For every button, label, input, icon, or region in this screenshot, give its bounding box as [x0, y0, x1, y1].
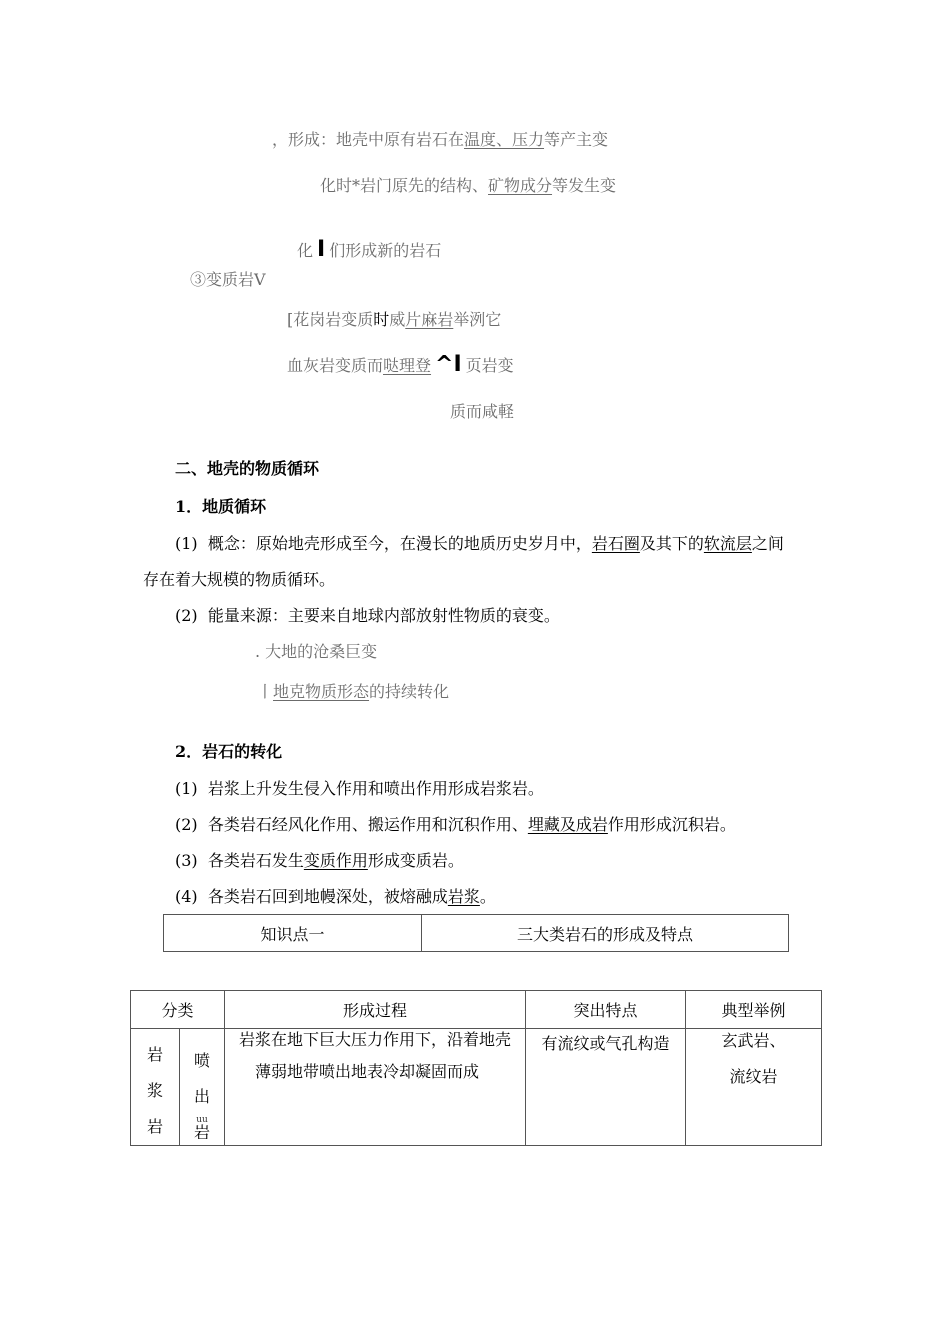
answer-underlined: 矿物成分	[488, 176, 553, 195]
significance-line-1: . 大地的沧桑巨变	[255, 642, 378, 661]
paragraph-concept-continued: 存在着大规模的物质循环。	[143, 570, 336, 589]
metamorphic-line-3	[297, 236, 441, 265]
char: 岩	[146, 1117, 163, 1136]
knowledge-point-label: 知识点一	[164, 915, 422, 952]
subheading-geologic-cycle	[175, 497, 266, 517]
text: ，形成：地壳中原有岩石在	[272, 130, 465, 149]
text: 各类岩石回到地幔深处，被熔融成	[207, 887, 448, 906]
transformation-item-2	[175, 815, 736, 835]
paragraph-energy-source	[175, 606, 560, 626]
significance-line-2	[257, 682, 449, 702]
knowledge-point-title: 三大类岩石的形成及特点	[422, 915, 789, 952]
text: 时	[373, 310, 390, 329]
item-number: (3)	[175, 851, 198, 870]
text: 2．岩石的转化	[175, 742, 283, 761]
example-text-1: 玄武岩、	[721, 1031, 786, 1050]
char: 浆	[146, 1081, 163, 1100]
answer-underlined: 软流层	[703, 534, 752, 553]
header-feature: 突出特点	[526, 991, 686, 1029]
text: 各类岩石经风化作用、搬运作用和沉积作用、	[207, 815, 528, 834]
item-number: (2)	[175, 606, 198, 625]
text: 之间	[751, 534, 784, 553]
text: 的持续转化	[369, 682, 450, 701]
text: 能量来源：主要来自地球内部放射性物质的衰变。	[207, 606, 560, 625]
process-text-1: 岩浆在地下巨大压力作用下，沿着地壳	[239, 1030, 512, 1049]
char: 出	[193, 1087, 210, 1106]
text: 等产主变	[544, 130, 609, 149]
answer-underlined: 地克物质形态	[273, 682, 370, 701]
transformation-item-1	[175, 779, 544, 799]
mark: uu	[196, 1115, 208, 1125]
item-number: (1)	[175, 779, 198, 798]
answer-underlined: 岩浆	[447, 887, 480, 906]
text: 化时*岩门原先的结构、	[320, 176, 489, 195]
metamorphic-example-2	[287, 352, 514, 379]
metamorphic-line-2	[320, 176, 616, 196]
text: 形成变质岩。	[367, 851, 464, 870]
char: 岩	[146, 1045, 163, 1064]
text: 作用形成沉积岩。	[607, 815, 736, 834]
feature-text: 有流纹或气孔构造	[541, 1034, 670, 1053]
answer-underlined: 埋藏及成岩	[527, 815, 608, 834]
transformation-item-3	[175, 851, 464, 871]
answer-underlined: 变质作用	[303, 851, 368, 870]
text: 。	[479, 887, 496, 906]
brace-mark: 丨	[257, 682, 274, 701]
text: 们形成新的岩石	[329, 241, 442, 260]
char: 喷	[193, 1051, 210, 1070]
item-number: (1)	[175, 534, 198, 553]
process-text-2: 薄弱地带喷出地表冷却凝固而成	[255, 1062, 480, 1081]
knowledge-point-box	[163, 914, 789, 952]
brace-mark: ^I	[435, 352, 462, 377]
answer-underlined: 岩石圈	[591, 534, 640, 553]
metamorphic-example-3: 质而咸軽	[450, 402, 515, 421]
category-extrusive-rock	[180, 1029, 225, 1146]
text: 血灰岩变质而	[287, 356, 384, 375]
text: 1．地质循环	[175, 497, 267, 516]
example-cell	[686, 1029, 822, 1146]
transformation-item-4	[175, 887, 496, 907]
text: 举洌它	[453, 310, 502, 329]
item-number: (4)	[175, 887, 198, 906]
text: 等发生变	[552, 176, 617, 195]
text: 化	[297, 241, 314, 260]
answer-underlined: 温度、压力	[464, 130, 545, 149]
answer-underlined: 片麻岩	[405, 310, 454, 329]
rock-table	[130, 990, 822, 1146]
text: 页岩变	[465, 356, 514, 375]
formation-process	[225, 1029, 526, 1146]
metamorphic-line-1	[272, 130, 608, 150]
header-example: 典型举例	[686, 991, 822, 1029]
metamorphic-label: ③变质岩V	[190, 270, 266, 289]
header-category: 分类	[131, 991, 225, 1029]
brace-mark: I	[317, 237, 326, 262]
text: 威	[389, 310, 406, 329]
text: 岩浆上升发生侵入作用和喷出作用形成岩浆岩。	[207, 779, 544, 798]
paragraph-concept	[175, 534, 784, 554]
metamorphic-example-1	[287, 310, 501, 330]
char: 岩	[193, 1123, 210, 1139]
section-heading: 二、地壳的物质循环	[175, 459, 320, 478]
text: 及其下的	[639, 534, 704, 553]
subheading-rock-transformation	[175, 742, 282, 762]
text: 各类岩石发生	[207, 851, 304, 870]
header-formation: 形成过程	[225, 991, 526, 1029]
text: [花岗岩变质	[287, 310, 374, 329]
feature-cell	[526, 1029, 686, 1146]
category-igneous-rock	[131, 1029, 180, 1146]
item-number: (2)	[175, 815, 198, 834]
example-text-2: 流纹岩	[729, 1067, 778, 1086]
answer-underlined: 哒理登	[383, 356, 432, 375]
text: 概念：原始地壳形成至今，在漫长的地质历史岁月中，	[207, 534, 592, 553]
